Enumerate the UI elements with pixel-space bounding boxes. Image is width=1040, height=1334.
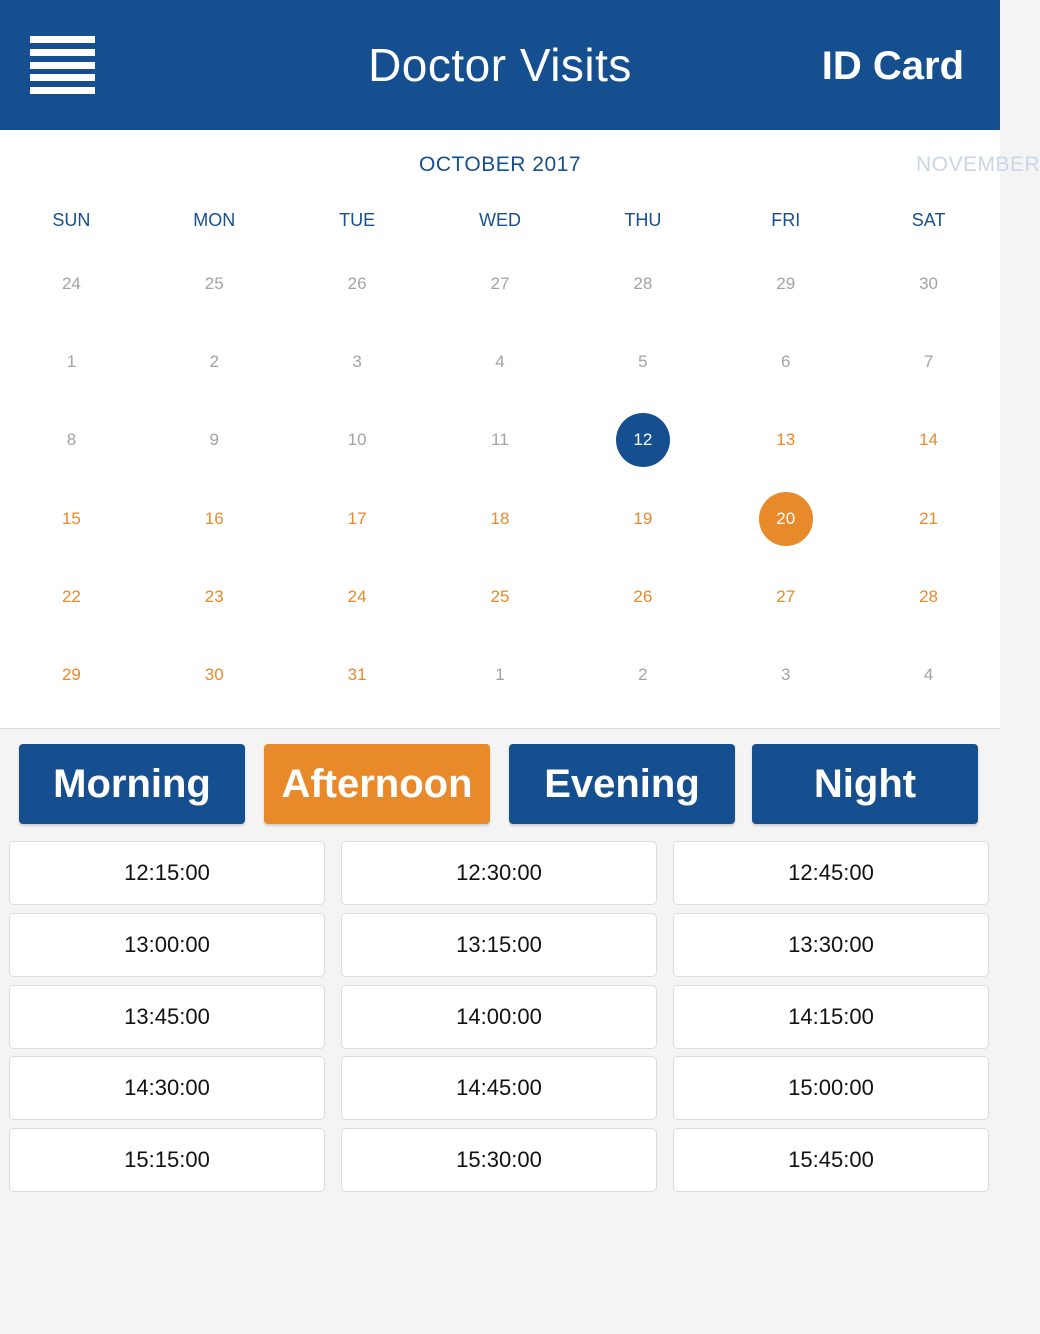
day-number: 1 [66,352,77,372]
calendar-day[interactable] [857,410,1000,470]
period-evening-button[interactable]: Evening [509,744,735,824]
time-slot-button[interactable]: 13:45:00 [9,985,325,1049]
weekday-wed: WED [478,210,521,230]
calendar-day[interactable] [857,489,1000,549]
calendar-day[interactable] [714,254,857,314]
hamburger-menu-icon[interactable] [30,36,95,94]
today-day[interactable] [571,410,714,470]
day-number: 11 [491,430,509,450]
calendar-day[interactable] [143,332,286,392]
calendar-day[interactable] [143,567,286,627]
calendar-day[interactable] [857,567,1000,627]
day-number: 2 [209,352,219,372]
month-title: OCTOBER 2017 [418,153,581,176]
day-number: 24 [61,274,81,293]
calendar-day[interactable] [143,254,286,314]
day-number: 28 [919,586,939,606]
day-number: 28 [633,274,653,293]
calendar-day[interactable] [571,645,714,705]
calendar-day[interactable] [143,489,286,549]
calendar-day[interactable] [714,410,857,470]
day-number: 29 [61,665,81,684]
day-number: 30 [919,274,939,293]
day-number: 9 [209,430,219,450]
period-morning-button[interactable]: Morning [19,744,245,824]
day-number: 7 [923,352,934,372]
calendar [0,130,1040,728]
period-afternoon-button[interactable]: Afternoon [264,744,490,824]
id-card-button[interactable]: ID Card [821,44,964,88]
day-number: 26 [347,274,367,293]
weekday-sat: SAT [911,210,946,230]
day-number: 31 [347,665,367,684]
period-night-button[interactable]: Night [752,744,978,824]
calendar-day[interactable] [286,645,429,705]
calendar-day[interactable] [0,645,143,705]
calendar-day[interactable] [286,254,429,314]
day-number: 24 [347,586,367,606]
day-number: 29 [776,274,796,293]
day-number: 23 [204,586,224,606]
day-number: 25 [204,274,224,293]
time-slot-button[interactable]: 12:30:00 [341,841,657,905]
calendar-day[interactable] [714,567,857,627]
time-slot-button[interactable]: 15:45:00 [673,1128,989,1192]
day-number: 3 [352,352,362,372]
calendar-day[interactable] [571,567,714,627]
calendar-day[interactable] [429,410,572,470]
day-number: 14 [919,430,939,450]
calendar-day[interactable] [0,567,143,627]
calendar-day[interactable] [0,410,143,470]
day-number: 21 [919,508,939,528]
day-number: 13 [776,430,796,450]
calendar-day[interactable] [857,254,1000,314]
weekday-thu: THU [624,210,662,230]
day-number: 16 [204,508,224,528]
day-number: 10 [347,430,367,450]
day-number: 25 [490,586,510,606]
day-number: 4 [495,352,505,372]
time-slot-button[interactable]: 13:30:00 [673,913,989,977]
time-slot-button[interactable]: 14:00:00 [341,985,657,1049]
calendar-day[interactable] [571,254,714,314]
calendar-day[interactable] [714,645,857,705]
day-number: 3 [780,665,791,684]
calendar-day[interactable] [143,645,286,705]
weekday-tue: TUE [339,210,376,230]
page-title: Doctor Visits [368,39,632,91]
day-number: 27 [776,586,796,606]
calendar-day[interactable] [0,254,143,314]
day-number: 30 [204,665,224,684]
day-number: 5 [638,352,648,372]
time-slot-button[interactable]: 15:00:00 [673,1056,989,1120]
day-number: 12 [616,413,670,467]
selected-day[interactable] [714,489,857,549]
calendar-day[interactable] [286,410,429,470]
day-number: 26 [633,586,653,606]
calendar-day[interactable] [0,332,143,392]
day-number: 22 [61,586,81,606]
next-month-label[interactable]: NOVEMBER [916,153,1040,176]
day-number: 8 [66,430,77,450]
day-number: 2 [638,665,648,684]
calendar-day[interactable] [429,332,572,392]
calendar-day[interactable] [571,332,714,392]
calendar-day[interactable] [429,489,572,549]
calendar-day[interactable] [143,410,286,470]
weekday-sun: SUN [52,210,91,230]
calendar-day[interactable] [857,332,1000,392]
time-slot-button[interactable]: 15:15:00 [9,1128,325,1192]
calendar-day[interactable] [429,567,572,627]
calendar-day[interactable] [429,645,572,705]
calendar-day[interactable] [857,645,1000,705]
time-slot-button[interactable]: 12:45:00 [673,841,989,905]
time-slot-button[interactable]: 13:00:00 [9,913,325,977]
calendar-day[interactable] [286,489,429,549]
time-slot-button[interactable]: 15:30:00 [341,1128,657,1192]
app-header [0,0,1000,130]
calendar-day[interactable] [286,567,429,627]
time-slot-button[interactable]: 14:15:00 [673,985,989,1049]
calendar-day[interactable] [286,332,429,392]
time-slot-button[interactable]: 13:15:00 [341,913,657,977]
day-number: 17 [347,508,367,528]
day-number: 1 [495,665,505,684]
day-number: 19 [633,508,653,528]
time-slot-button[interactable]: 12:15:00 [9,841,325,905]
day-number: 20 [759,492,813,546]
calendar-day[interactable] [429,254,572,314]
calendar-day[interactable] [714,332,857,392]
weekday-fri: FRI [771,210,801,230]
weekday-mon: MON [193,210,236,230]
time-slot-button[interactable]: 14:30:00 [9,1056,325,1120]
day-number: 6 [780,352,791,372]
calendar-day[interactable] [571,489,714,549]
day-number: 18 [490,508,510,528]
calendar-day[interactable] [0,489,143,549]
day-number: 27 [490,274,510,293]
time-slot-button[interactable]: 14:45:00 [341,1056,657,1120]
day-number: 15 [61,508,81,528]
day-number: 4 [923,665,934,684]
divider [0,728,1000,729]
